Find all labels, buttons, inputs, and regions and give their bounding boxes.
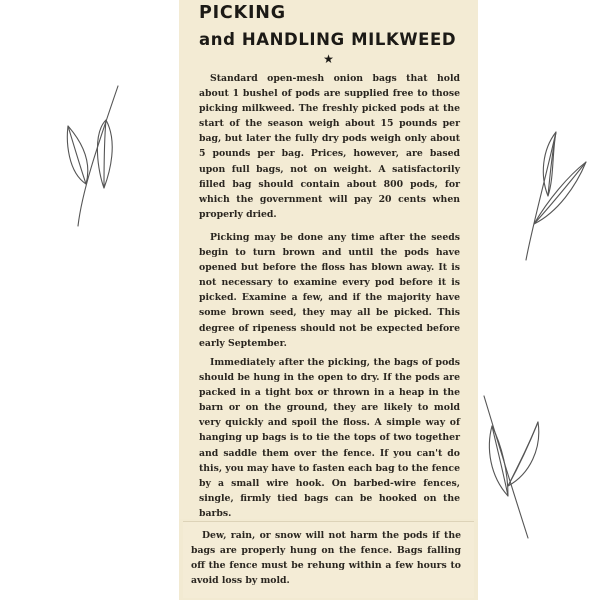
clipping-tail-section — [183, 521, 474, 598]
article-paragraph: Standard open-mesh onion bags that hold about 1 bushel of pods are supplied free to those picking milkweed. The freshly picked pods at the start of the season weigh about 15 pounds per bag, but later the fully dry pods weigh only about 5 pounds per bag. Prices, however, are based upon full bags, not on weight. A satisfactorily filled bag should contain about 800 pods, for which the government will pay 20 cents when properly dried. — [199, 73, 460, 220]
clipping-main-section — [179, 0, 478, 519]
article-paragraph: Immediately after the picking, the bags of pods should be hung in the open to dry. If the pods are packed in a tight box or thrown in a heap in the barn or on the ground, they are likely to mold very quickly and spoil the floss. A simple way of hanging up bags is to tie the tops of two together and saddle them over the fence. If you can't do this, you may have to fasten each bag to the fence by a small wire hook. On barbed-wire fences, single, firmly tied bags can be hooked on the barbs. — [199, 357, 460, 519]
headline-line-2: and HANDLING MILKWEED — [199, 30, 457, 49]
leaf-sprig-icon — [512, 124, 592, 264]
leaf-sprig-icon — [60, 80, 140, 230]
headline-line-1: PICKING — [199, 3, 286, 23]
article-paragraph: Dew, rain, or snow will not harm the pods if the bags are properly hung on the fence. Bags falling off the fence must be rehung within a few hours to avoid loss by mold. — [191, 530, 461, 587]
article-clipping — [179, 0, 478, 600]
star-ornament-icon: ★ — [323, 52, 334, 66]
article-paragraph: Picking may be done any time after the seeds begin to turn brown and until the pods have opened but before the floss has blown away. It is not necessary to examine every pod before it is picked. Examine a few, and if the majority have some brown seed, they may all be picked. This degree of ripeness should not be expected before early September. — [199, 232, 460, 349]
leaf-sprig-icon — [478, 392, 558, 542]
